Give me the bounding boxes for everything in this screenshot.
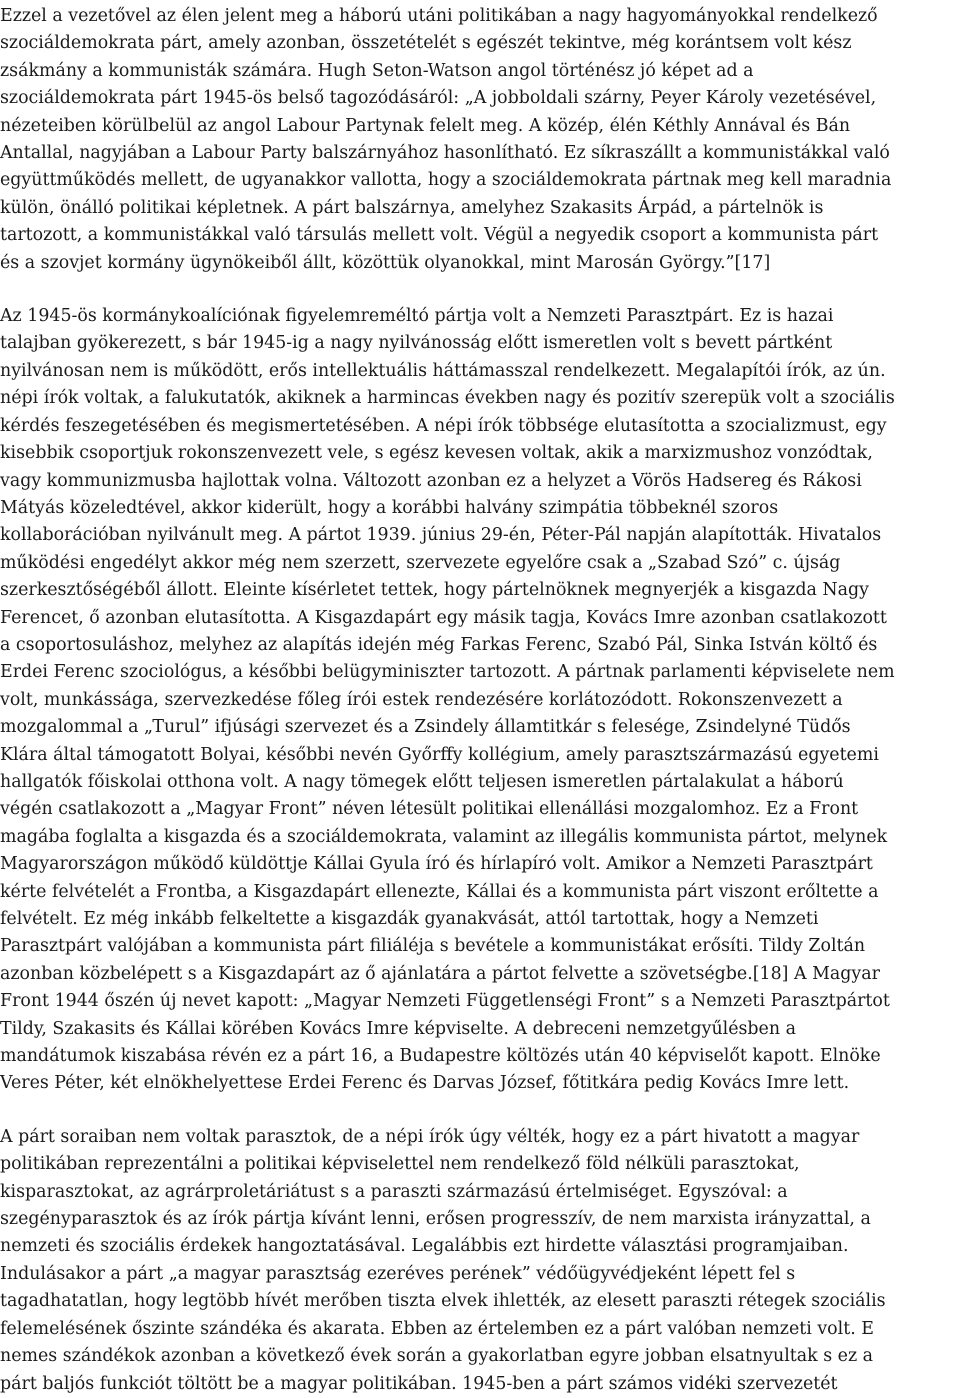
text-line: szerkesztőségéből állott. Eleinte kísérletet tettek, hogy pártelnöknek megnyerjék a kisgazda Nagy bbox=[0, 580, 869, 601]
text-line: párt baljós funkciót töltött be a magyar politikában. 1945-ben a párt számos vidéki szervezetét bbox=[0, 1373, 838, 1394]
text-line: együttműködés mellett, de ugyanakkor vallotta, hogy a szociáldemokrata pártnak meg kell maradnia bbox=[0, 170, 892, 191]
text-line: Veres Péter, két elnökhelyettese Erdei Ferenc és Darvas József, főtitkára pedig Kovács Imre lett. bbox=[0, 1073, 850, 1094]
text-line: nyilvánosan nem is működött, erős intellektuális háttámasszal rendelkezett. Megalapítói írók, az ún. bbox=[0, 360, 886, 381]
text-line: hallgatók főiskolai otthona volt. A nagy tömegek előtt teljesen ismeretlen pártalakulat a háború bbox=[0, 771, 844, 792]
text-line: Ferencet, ő azonban elutasította. A Kisgazdapárt egy másik tagja, Kovács Imre azonban csatlakozott bbox=[0, 607, 887, 628]
text-line: felvételt. Ez még inkább felkeltette a kisgazdák gyanakvását, attól tartottak, hogy a Nemzeti bbox=[0, 909, 819, 929]
text-line: A párt soraiban nem voltak parasztok, de a népi írók úgy vélték, hogy ez a párt hivatott a magyar bbox=[0, 1126, 860, 1147]
paragraph-party-ranks bbox=[0, 1124, 960, 1398]
text-line: szegényparasztok és az írók pártja kívánt lenni, erősen progresszív, de nem marxista irányzattal, a bbox=[0, 1209, 871, 1230]
paragraph-national-peasant-party bbox=[0, 303, 960, 1098]
text-line: és a szovjet kormány ügynökeiből állt, közöttük olyanokkal, mint Marosán György.”[17] bbox=[0, 252, 771, 273]
text-line: talajban gyökerezett, s bár 1945-ig a nagy nyilvánosság előtt ismeretlen volt s bevett pártként bbox=[0, 333, 833, 354]
text-line: mozgalommal a „Turul” ifjúsági szervezet és a Zsindely államtitkár s felesége, Zsindelyné Tüdős bbox=[0, 717, 851, 738]
text-line: szociáldemokrata párt 1945-ös belső tagozódásáról: „A jobboldali szárny, Peyer Károly vezetésével, bbox=[0, 88, 877, 109]
text-line: szociáldemokrata párt, amely azonban, összetételét s egészét tekintve, még korántsem volt kész bbox=[0, 33, 852, 54]
text-line: kérdés feszegetésében és megismertetésében. A népi írók többsége elutasította a szocializmust, egy bbox=[0, 415, 887, 436]
text-line: politikában reprezentálni a politikai képviselettel nem rendelkező föld nélküli parasztokat, bbox=[0, 1154, 800, 1175]
text-line: Magyarországon működő küldöttje Kállai Gyula író és hírlapíró volt. Amikor a Nemzeti Parasztpárt bbox=[0, 854, 873, 875]
text-line: felemelésének őszinte szándéka és akarata. Ebben az értelemben ez a párt valóban nemzeti volt. E bbox=[0, 1318, 874, 1339]
text-line: nemes szándékok azonban a következő évek során a gyakorlatban egyre jobban elsatnyultak s ez a bbox=[0, 1346, 874, 1367]
text-line: külön, önálló politikai képletnek. A párt balszárnya, amelyhez Szakasits Árpád, a pártelnök is bbox=[0, 197, 824, 218]
text-line: Tildy, Szakasits és Kállai körében Kovács Imre képviselte. A debreceni nemzetgyűlésben a bbox=[0, 1018, 796, 1039]
text-line: Ezzel a vezetővel az élen jelent meg a háború utáni politikában a nagy hagyományokkal rendelkező bbox=[0, 6, 878, 26]
text-line: tartozott, a kommunistákkal való társulás mellett volt. Végül a negyedik csoport a kommunista párt bbox=[0, 225, 879, 246]
text-line: népi írók voltak, a falukutatók, akiknek a harmincas években nagy és pozitív szerepük volt a szociális bbox=[0, 388, 895, 409]
text-line: működési engedélyt akkor még nem szerzett, szervezete egyelőre csak a „Szabad Szó” c. újság bbox=[0, 552, 841, 573]
text-line: Erdei Ferenc szociológus, a későbbi belügyminiszter tartozott. A pártnak parlamenti képviselete nem bbox=[0, 662, 895, 683]
text-line: zsákmány a kommunisták számára. Hugh Seton-Watson angol történész jó képet ad a bbox=[0, 60, 754, 81]
text-line: Klára által támogatott Bolyai, későbbi nevén Győrffy kollégium, amely parasztszármazású egyetemi bbox=[0, 744, 879, 765]
text-line: a csoportosuláshoz, melyhez az alapítás idején még Farkas Ferenc, Szabó Pál, Sinka István költő és bbox=[0, 634, 878, 655]
text-line: Front 1944 őszén új nevet kapott: „Magyar Nemzeti Függetlenségi Front” s a Nemzeti Parasztpártot bbox=[0, 991, 890, 1012]
text-line: kollaborációban nyilvánult meg. A pártot 1939. június 29-én, Péter-Pál napján alapították. Hivatalos bbox=[0, 525, 882, 546]
text-line: nemzeti és szociális érdekek hangoztatásával. Legalábbis ezt hirdette választási programjaiban. bbox=[0, 1236, 849, 1257]
paragraph-social-democrats bbox=[0, 3, 960, 277]
text-line: Az 1945-ös kormánykoalíciónak figyelemreméltó pártja volt a Nemzeti Parasztpárt. Ez is hazai bbox=[0, 306, 834, 327]
text-line: volt, munkássága, szervezkedése főleg írói estek rendezésére korlátozódott. Rokonszenvezett a bbox=[0, 689, 843, 710]
text-line: tagadhatatlan, hogy legtöbb hívét merőben tiszta elvek ihlették, az elesett paraszti rétegek szociális bbox=[0, 1291, 886, 1312]
text-line: Mátyás közeledtével, akkor kiderült, hogy a korábbi halvány szimpátia többeknél szoros bbox=[0, 497, 779, 518]
text-line: nézeteiben körülbelül az angol Labour Partynak felelt meg. A közép, élén Kéthly Annával és Bán bbox=[0, 115, 851, 136]
text-line: azonban közbelépett s a Kisgazdapárt az ő ajánlatára a pártot felvette a szövetségbe.[18] A Magyar bbox=[0, 963, 880, 984]
text-line: kisparasztokat, az agrárproletáriátust s a paraszti származású értelmiséget. Egyszóval: a bbox=[0, 1181, 788, 1202]
text-line: Indulásakor a párt „a magyar parasztság ezeréves perének” védőügyvédjeként lépett fel s bbox=[0, 1263, 796, 1284]
text-line: Parasztpárt valójában a kommunista párt filiáléja s bevétele a kommunistákat erősíti. Tildy Zoltán bbox=[0, 936, 866, 957]
text-line: kisebbik csoportjuk rokonszenvezett vele, s egész kevesen voltak, akik a marxizmushoz vonzódtak, bbox=[0, 443, 873, 464]
text-line: magába foglalta a kisgazda és a szociáldemokrata, valamint az illegális kommunista pártot, melynek bbox=[0, 826, 888, 847]
text-line: Antallal, nagyjában a Labour Party balszárnyához hasonlítható. Ez síkraszállt a kommunistákkal való bbox=[0, 143, 890, 164]
text-line: vagy kommunizmusba hajlottak volna. Változott azonban ez a helyzet a Vörös Hadsereg és Rákosi bbox=[0, 470, 862, 491]
text-line: végén csatlakozott a „Magyar Front” néven létesült politikai ellenállási mozgalomhoz. Ez a Front bbox=[0, 799, 859, 820]
text-line: kérte felvételét a Frontba, a Kisgazdapárt ellenezte, Kállai és a kommunista párt viszont erőltette a bbox=[0, 881, 879, 902]
text-line: mandátumok kiszabása révén ez a párt 16, a Budapestre költözés után 40 képviselőt kapott. Elnöke bbox=[0, 1046, 881, 1067]
